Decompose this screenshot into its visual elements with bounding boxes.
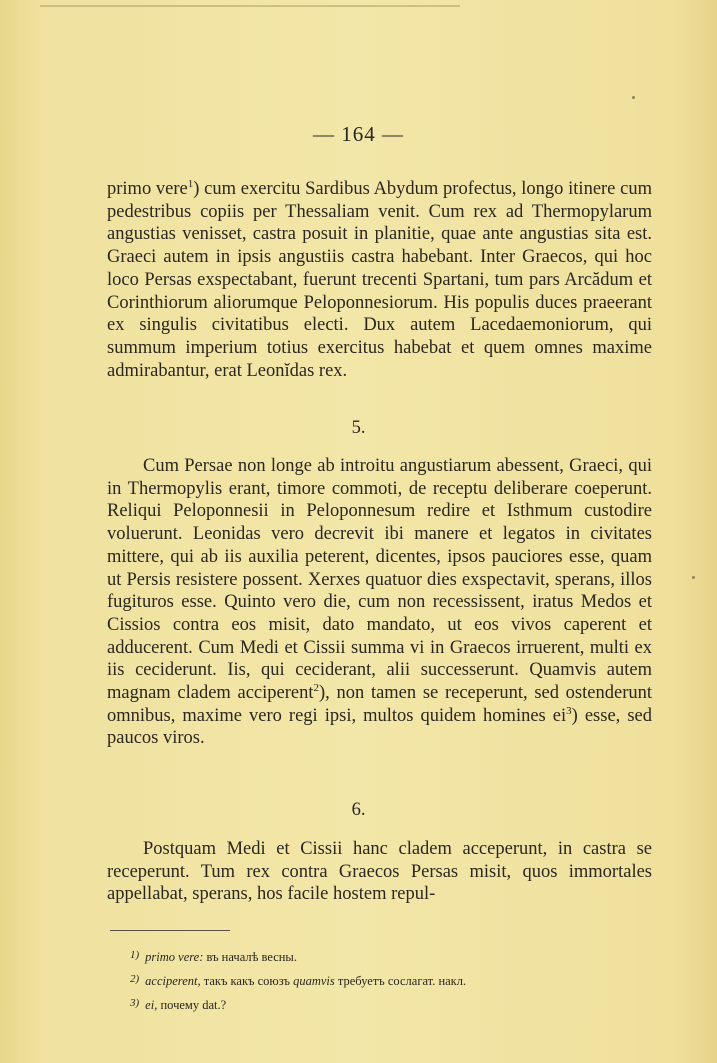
paragraph-opening [107,178,652,382]
paragraph-text: ), non tamen se receperunt, sed ostenderunt omnibus, maxime vero regi ipsi, multos quidem homines ei [107,683,652,726]
paragraph-text: primo vere [107,179,188,199]
footnote-ref: 2 [313,681,320,694]
footnote-mark: 3) [130,997,140,1009]
section-number-5: 5. [351,418,366,438]
top-edge-line [40,5,460,7]
footnote-3 [130,992,650,1016]
footnote-text: такъ какъ союзъ [200,974,294,988]
paragraph-section-6: Postquam Medi et Cissii hanc cladem acceperunt, in castra se receperunt. Tum rex contra Graecos Persas misit, quos immortales appellabat, sperans, hos facile hostem repul- [107,839,652,905]
footnote-1 [130,944,650,968]
paper-speck [692,576,695,579]
footnote-mark: 1) [130,949,140,961]
footnotes [130,944,650,1016]
page-number: — 164 — [313,122,404,146]
footnote-term: acciperent, [145,974,201,988]
paragraph-text: ) esse, sed paucos viros. [107,705,652,749]
paragraph-text: Cum Persae non longe ab introitu angustiarum abessent, Graeci, qui in Thermopylis erant, timore commoti, de receptu deliberare coeperunt. Reliqui Peloponnesii in Peloponnesum redire et Isthmum custodire voluerunt. Leonidas vero decrevit ibi manere et legatos in civitates mittere, qui ab iis auxilia peterent, dicentes, ipsos pauciores esse, quam ut Persis resistere possent. Xerxes quatuor dies exspectavit, sperans, illos fugituros esse. Quinto vero die, cum non recessissent, iratus Medos et Cissios contra eos misit, dato mandato, ut eos vivos caperent et adducerent. Cum Medi et Cissii summa vi in Graecos irruerent, multi ex iis ceciderunt. Iis, qui ceciderant, alii successerunt. Quamvis autem magnam cladem acciperent [107,456,652,704]
footnote-ref: 3 [566,704,572,717]
footnote-text: въ началѣ весны. [203,950,297,964]
section-number-6: 6. [351,800,366,820]
footnote-divider [110,930,230,931]
footnote-mark: 2) [130,973,140,985]
footnote-ref: 1 [187,177,194,190]
footnote-2 [130,968,650,992]
footnote-term: quamvis [293,974,335,988]
footnote-term: primo vere: [145,950,204,964]
paper-speck [632,96,635,99]
paragraph-text: ) cum exercitu Sardibus Abydum profectus, longo itinere cum pedestribus copiis per Thessaliam venit. Cum rex ad Thermopylarum angustias venisset, castra posuit in planitie, quae ante angustias sita est. Graeci autem in ipsis angustiis castra habebant. Inter Graecos, qui hoc loco Persas exspectabant, fuerunt trecenti Spartani, tum pars Arcădum et Corinthiorum aliorumque Peloponnesiorum. His populis duces praeerant ex singulis civitatibus electi. Dux autem Lacedaemoniorum, qui summum imperium totius exercitus habebat et quem omnes maxime admirabantur, erat Leonĭdas rex. [107,179,652,381]
footnote-text: требуетъ сослагат. накл. [334,974,467,988]
footnote-term: ei, [145,998,158,1012]
paragraph-section-5 [107,455,652,750]
footnote-text: почему dat.? [157,998,227,1012]
